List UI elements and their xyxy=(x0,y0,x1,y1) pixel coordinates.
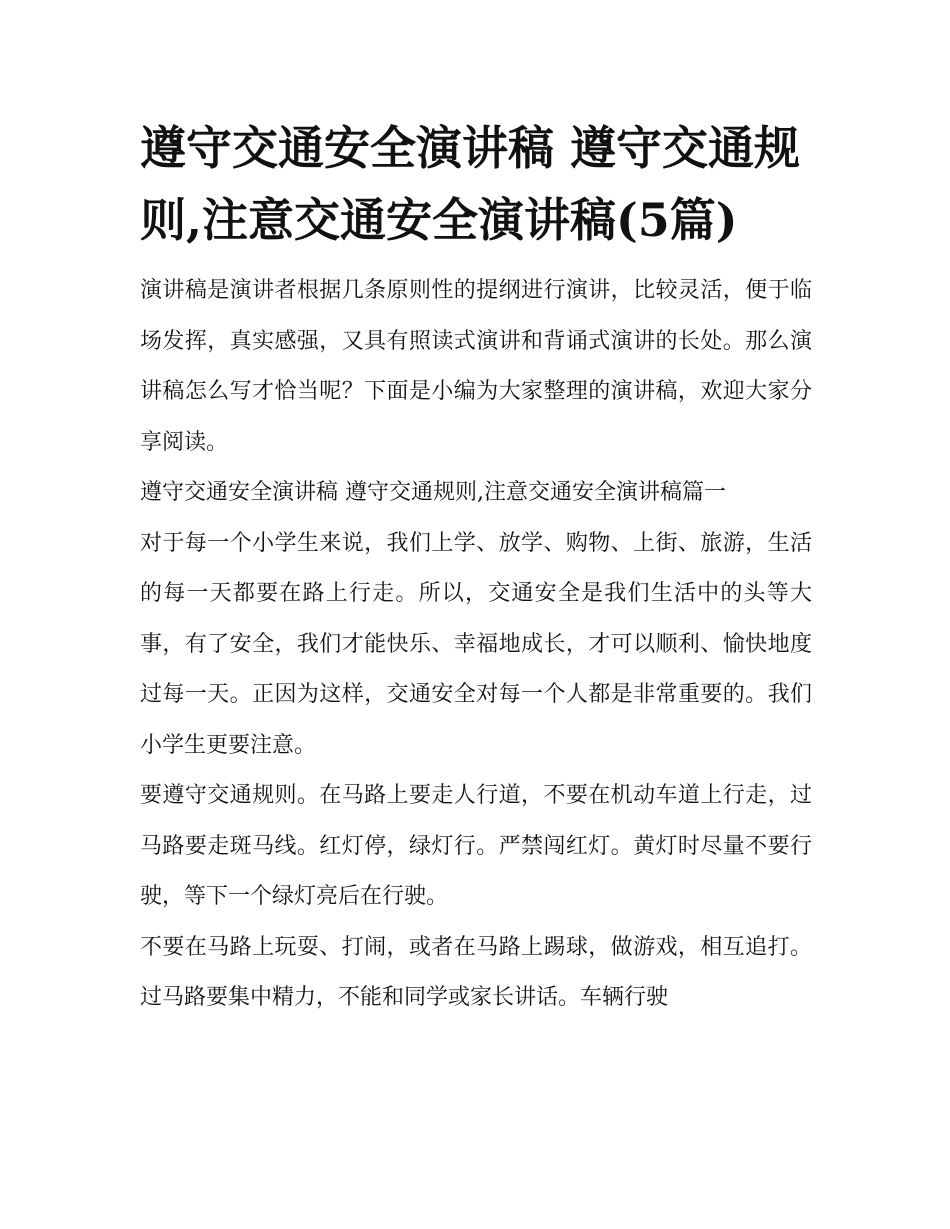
paragraph-body-1: 对于每一个小学生来说，我们上学、放学、购物、上街、旅游，生活的每一天都要在路上行走。所以，交通安全是我们生活中的头等大事，有了安全，我们才能快乐、幸福地成长，才可以顺利、愉快地度过每一天。正因为这样，交通安全对每一个人都是非常重要的。我们小学生更要注意。 xyxy=(140,530,812,758)
paragraph-body-3: 不要在马路上玩耍、打闹，或者在马路上踢球，做游戏，相互追打。过马路要集中精力，不能和同学或家长讲话。车辆行驶 xyxy=(140,934,812,1010)
paragraph-body-2: 要遵守交通规则。在马路上要走人行道，不要在机动车道上行走，过马路要走斑马线。红灯停，绿灯行。严禁闯红灯。黄灯时尽量不要行驶，等下一个绿灯亮后在行驶。 xyxy=(140,783,812,909)
paragraph-section-heading: 遵守交通安全演讲稿 遵守交通规则,注意交通安全演讲稿篇一 xyxy=(140,480,726,505)
paragraph-intro: 演讲稿是演讲者根据几条原则性的提纲进行演讲，比较灵活，便于临场发挥，真实感强，又具有照读式演讲和背诵式演讲的长处。那么演讲稿怎么写才恰当呢？下面是小编为大家整理的演讲稿，欢迎大家分享阅读。 xyxy=(140,278,812,455)
document-title: 遵守交通安全演讲稿 遵守交通规则,注意交通安全演讲稿(5篇) xyxy=(140,121,801,247)
document-page xyxy=(140,112,812,1024)
